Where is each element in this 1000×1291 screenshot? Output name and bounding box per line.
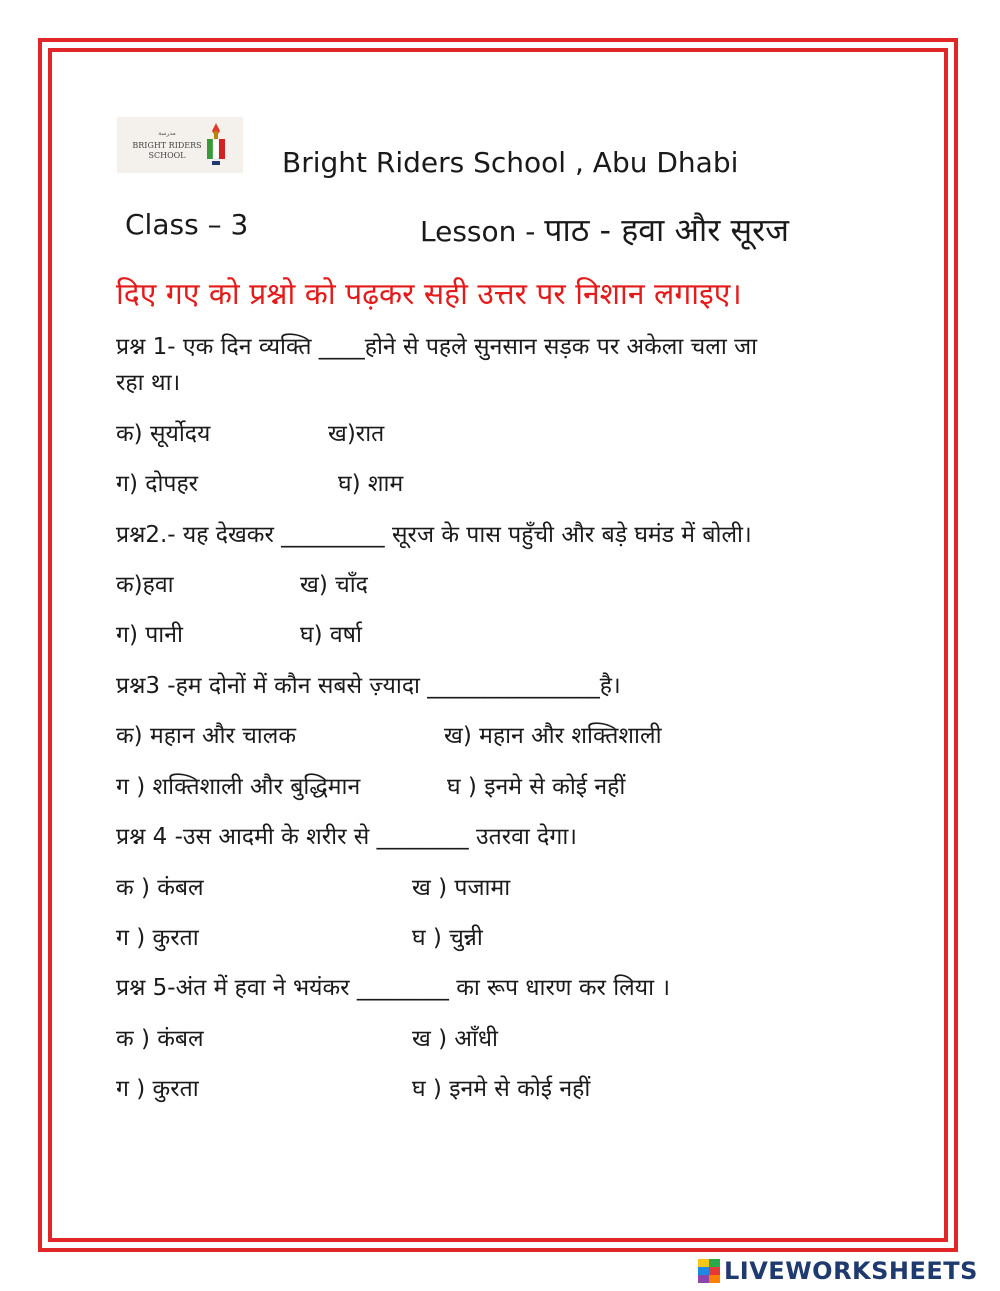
q3-option-d[interactable]: घ ) इनमे से कोई नहीं [447, 774, 626, 800]
svg-text:مدرسة: مدرسة [158, 130, 176, 137]
school-name: Bright Riders School , Abu Dhabi [282, 146, 739, 179]
q4-option-b[interactable]: ख ) पजामा [412, 875, 511, 901]
q2-option-d[interactable]: घ) वर्षा [300, 622, 362, 648]
lesson-heading [420, 208, 789, 251]
lesson-prefix: Lesson - [420, 215, 545, 248]
instruction-text: दिए गए को प्रश्नो को पढ़कर सही उत्तर पर निशान लगाइए। [116, 277, 742, 312]
liveworksheets-logo[interactable] [698, 1257, 978, 1285]
q5-option-a[interactable]: क ) कंबल [116, 1026, 204, 1052]
q3-option-b[interactable]: ख) महान और शक्तिशाली [444, 723, 662, 749]
question-5-text: प्रश्न 5-अंत में हवा ने भयंकर ________ का रूप धारण कर लिया । [116, 975, 671, 1001]
liveworksheets-brand: LIVEWORKSHEETS [724, 1257, 978, 1285]
logo-text-bottom: SCHOOL [148, 151, 186, 160]
lesson-title: पाठ - हवा और सूरज [544, 211, 789, 249]
q3-option-a[interactable]: क) महान और चालक [116, 723, 297, 749]
q4-option-d[interactable]: घ ) चुन्नी [412, 925, 483, 951]
q3-option-c[interactable]: ग ) शक्तिशाली और बुद्धिमान [116, 774, 361, 800]
q1-option-d[interactable]: घ) शाम [338, 471, 404, 497]
question-2-text: प्रश्न2.- यह देखकर _________ सूरज के पास पहुँची और बड़े घमंड में बोली। [116, 522, 752, 548]
q2-option-a[interactable]: क)हवा [116, 572, 174, 598]
question-3-text: प्रश्न3 -हम दोनों में कौन सबसे ज़्यादा _______________है। [116, 673, 621, 699]
school-logo [117, 117, 243, 173]
question-4-text: प्रश्न 4 -उस आदमी के शरीर से ________ उतरवा देगा। [116, 824, 577, 850]
q2-option-c[interactable]: ग) पानी [116, 622, 183, 648]
q4-option-a[interactable]: क ) कंबल [116, 875, 204, 901]
q2-option-b[interactable]: ख) चाँद [300, 572, 368, 598]
q5-option-d[interactable]: घ ) इनमे से कोई नहीं [412, 1076, 591, 1102]
logo-text-top: BRIGHT RIDERS [132, 141, 202, 150]
q5-option-c[interactable]: ग ) कुरता [116, 1076, 199, 1102]
q1-option-b[interactable]: ख)रात [328, 421, 385, 447]
class-label: Class – 3 [125, 208, 249, 241]
q1-option-a[interactable]: क) सूर्योदय [116, 421, 211, 447]
q4-option-c[interactable]: ग ) कुरता [116, 925, 199, 951]
q5-option-b[interactable]: ख ) आँधी [412, 1026, 499, 1052]
question-1-text-line2: रहा था। [116, 370, 181, 396]
question-1-text-line1: प्रश्न 1- एक दिन व्यक्ति ____होने से पहले सुनसान सड़क पर अकेला चला जा [116, 334, 758, 360]
q1-option-c[interactable]: ग) दोपहर [116, 471, 199, 497]
school-logo-graphic [117, 117, 243, 173]
liveworksheets-mark-icon [698, 1259, 720, 1283]
